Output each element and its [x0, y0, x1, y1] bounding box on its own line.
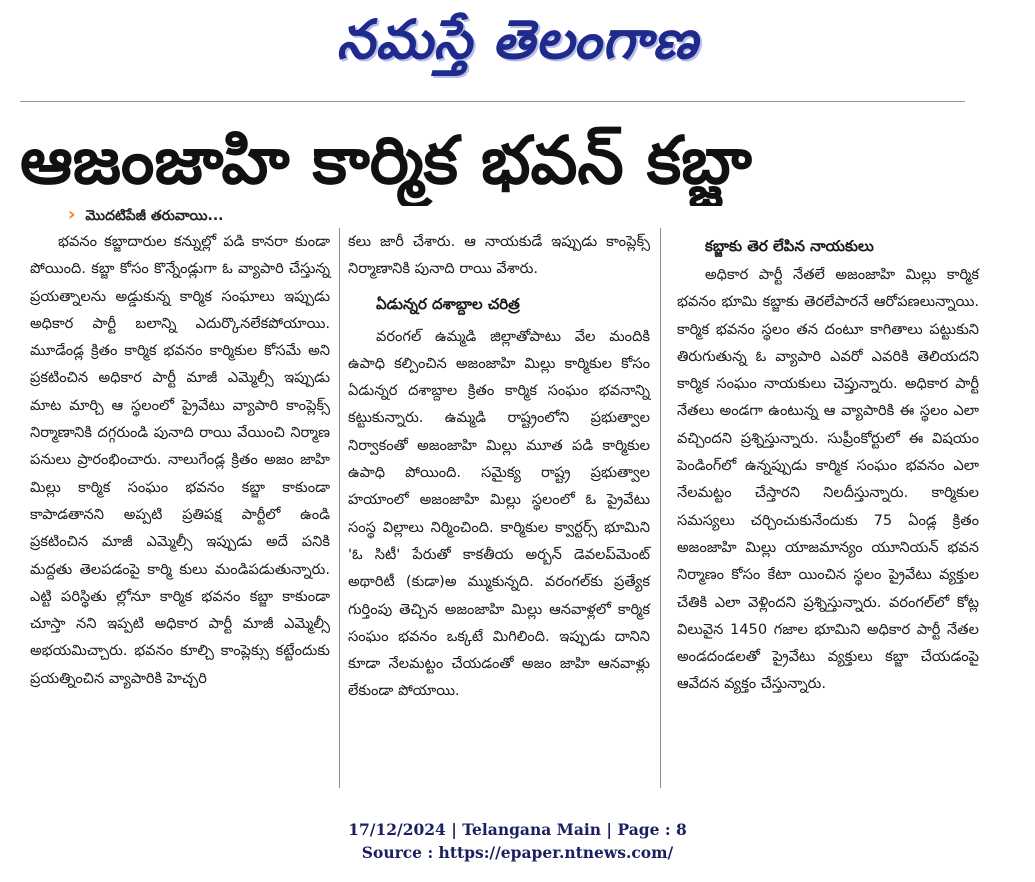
column-2-lead: కలు జారీ చేశారు. ఆ నాయకుడే ఇప్పుడు కాంప్లెక్స్ నిర్మాణానికి పునాది రాయి వేశారు.: [348, 233, 650, 278]
newspaper-logo: నమస్తే తెలంగాణ: [336, 8, 699, 71]
column-2-paragraph: వరంగల్ ఉమ్మడి జిల్లాతోపాటు వేల మందికి ఉపాధి కల్పించిన అజంజాహి మిల్లు కార్మికుల కోసం ఏడున్నర దశాబ్దాల క్రితం కార్మిక సంఘం భవనాన్ని కట్టుకున్నారు. ఉమ్మడి రాష్ట్రంలోని ప్రభుత్వాల నిర్వాకంతో అజంజాహి మిల్లు మూత పడి కార్మికుల ఉపాధి పోయింది. సమైక్య రాష్ట్ర ప్రభుత్వాల హయాంలో అజంజాహి మిల్లు స్థలంలో ఓ ప్రైవేటు సంస్థ విల్లాలు నిర్మించింది. కార్మికుల క్వార్టర్స్ భూమిని 'ఓ సిటీ' పేరుతో కాకతీయ అర్బన్ డెవలప్‌మెంట్ అథారిటీ (కుడా)అ మ్ముకున్నది. వరంగల్‌కు ప్రత్యేక గుర్తింపు తెచ్చిన అజంజాహి మిల్లు ఆనవాళ్లలో కార్మిక సంఘం భవనం ఒక్కటే మిగిలింది. ఇప్పుడు దానిని కూడా నేలమట్టం చేయడంతో అజం జాహి ఆనవాళ్లు లేకుండా పోయాయి.: [348, 327, 650, 700]
page-footer: [0, 818, 1035, 864]
chevron-right-icon: ›: [68, 204, 76, 225]
continuation-kicker: [68, 204, 224, 226]
column-3-subhead: కబ్జాకు తెర లేపిన నాయకులు: [705, 237, 874, 255]
masthead: [0, 4, 1035, 84]
column-1-paragraph: భవనం కబ్జాదారుల కన్నుల్లో పడి కానరా కుండా పోయింది. కబ్జా కోసం కొన్నేండ్లుగా ఓ వ్యాపారి చేస్తున్న ప్రయత్నాలను అడ్డుకున్న కార్మిక సంఘాలు ఇప్పుడు అధికార పార్టీ బలాన్ని ఎదుర్కొనలేకపోయాయి. మూడేండ్ల క్రితం కార్మిక భవనం కార్మికుల కోసమే అని ప్రకటించిన అధికార పార్టీ మాజీ ఎమ్మెల్సీ ఇప్పుడు మాట మార్చి ఆ స్థలంలో ప్రైవేటు వ్యాపారి కాంప్లెక్స్ నిర్మాణానికి దగ్గరుండి పునాది రాయి వేయించి నిర్మాణ పనులు ప్రారంభించారు. నాలుగేండ్ల క్రితం అజం జాహి మిల్లు కార్మిక సంఘం భవనం కబ్జా కాకుండా కాపాడతానని అప్పటి ప్రతిపక్ష పార్టీలో ఉండి ప్రకటించిన మాజీ ఎమ్మెల్సీ ఇప్పుడు అదే పనికి మద్దతు తెలపడంపై కార్మి కులు మండిపడుతున్నారు. ఎట్టి పరిస్థితు ల్లోనూ కార్మిక భవనం కబ్జా కాకుండా చూస్తా నని ఇప్పటి అధికార పార్టీ మాజీ ఎమ్మెల్సీ అభయమిచ్చారు. భవనం కూల్చి కాంప్లెక్సు కట్టేందుకు ప్రయత్నించిన వ్యాపారికి హెచ్చరి: [30, 233, 330, 687]
article-column-1: [30, 228, 330, 692]
column-divider-1: [339, 228, 340, 788]
column-2-subhead: ఏడున్నర దశాబ్దాల చరిత్ర: [376, 294, 520, 313]
article-headline: ఆజంజాహి కార్మిక భవన్ కబ్జా: [20, 122, 752, 199]
footer-source-line: Source : https://epaper.ntnews.com/: [361, 843, 674, 862]
kicker-label: మొదటిపేజీ తరువాయి...: [85, 208, 224, 224]
article-column-3: [677, 231, 979, 698]
article-column-2: [348, 228, 650, 705]
column-3-paragraph: అధికార పార్టీ నేతలే అజంజాహి మిల్లు కార్మిక భవనం భూమి కబ్జాకు తెరలేపారనే ఆరోపణలున్నాయి. కార్మిక భవనం స్థలం తన దంటూ కాగితాలు పట్టుకుని తిరుగుతున్న ఓ వ్యాపారి ఎవరో ఎవరికి తెలియదని కార్మిక సంఘం నాయకులు చెప్తున్నారు. అధికార పార్టీ నేతలు అండగా ఉంటున్న ఆ వ్యాపారికి ఈ స్థలం ఎలా వచ్చిందని ప్రశ్నిస్తున్నారు. సుప్రీంకోర్టులో ఈ విషయం పెండింగ్‌లో ఉన్నప్పుడు కార్మిక సంఘం భవనం ఎలా నేలమట్టం చేస్తారని నిలదీస్తున్నారు. కార్మికుల సమస్యలు చర్చించుకునేందుకు 75 ఏండ్ల క్రితం అజంజాహి మిల్లు యాజమాన్యం యూనియన్ భవన నిర్మాణం కోసం కేటా యించిన స్థలం ప్రైవేటు వ్యక్తుల చేతికి ఎలా వెళ్లిందని ప్రశ్నిస్తున్నారు. వరంగల్‌లో కోట్ల విలువైన 1450 గజాల భూమిని అధికార పార్టీ నేతల అండదండలతో ప్రైవేటు వ్యక్తులు కబ్జా చేయడంపై ఆవేదన వ్యక్తం చేస్తున్నారు.: [677, 266, 979, 693]
footer-date-line: 17/12/2024 | Telangana Main | Page : 8: [348, 820, 687, 839]
masthead-divider: [20, 101, 965, 102]
column-divider-2: [660, 228, 661, 788]
